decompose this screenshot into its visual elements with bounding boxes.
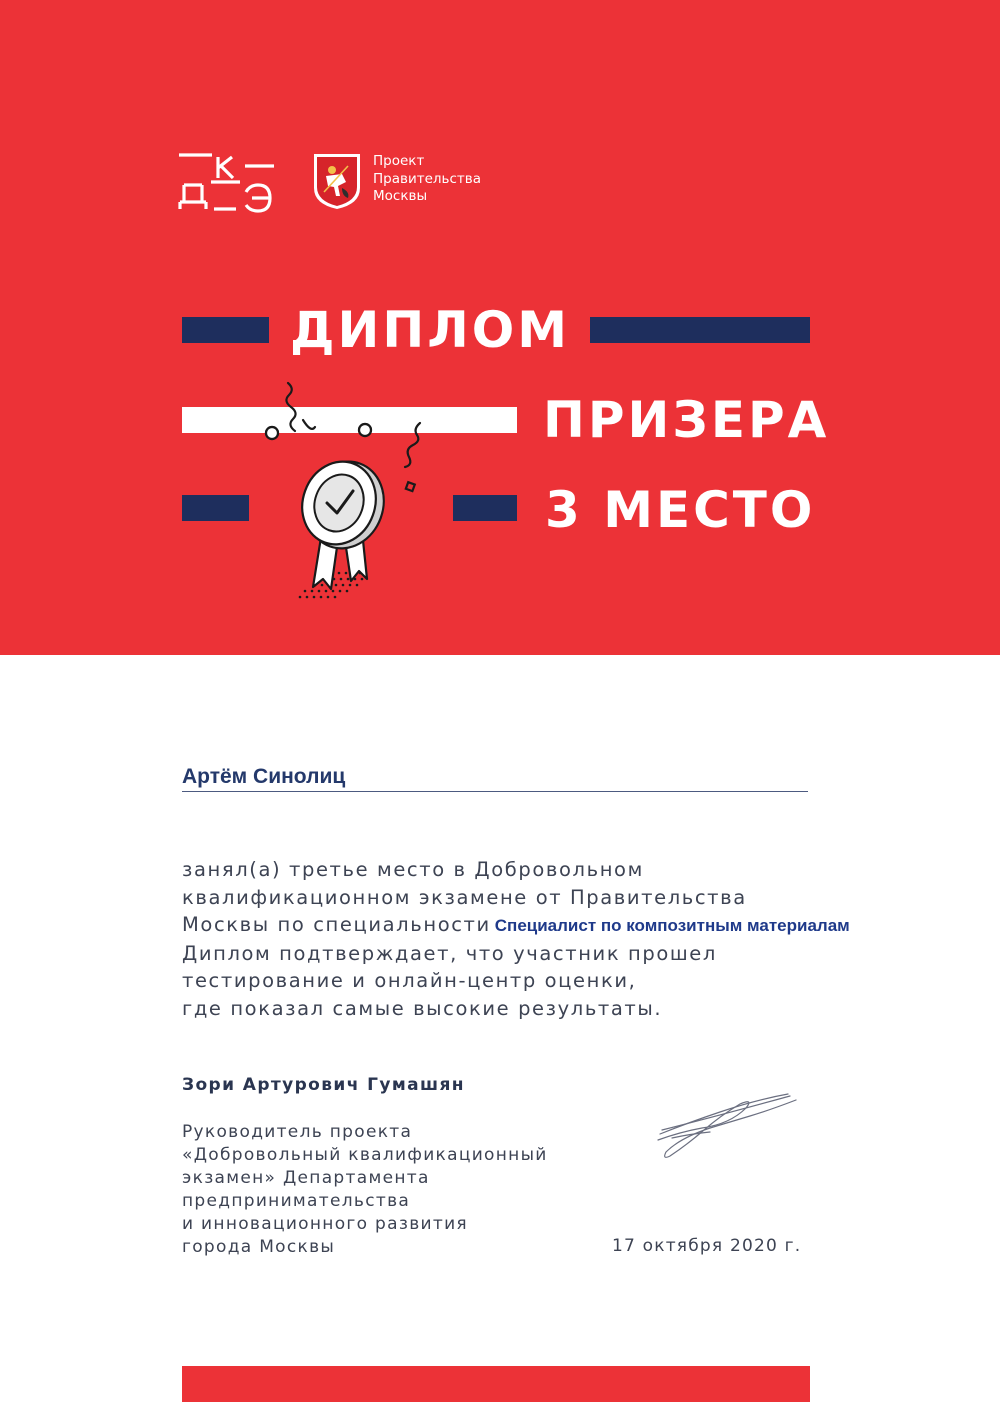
footer-bar (182, 1366, 810, 1402)
diploma-body (182, 856, 982, 1022)
signer-role-line: города Москвы (182, 1237, 336, 1257)
body-line-with-specialty (182, 911, 982, 940)
signer-role-line: и инновационного развития (182, 1214, 468, 1234)
decor-bar-left-bottom (182, 495, 249, 521)
moscow-emblem (312, 152, 362, 210)
signer-role-line: «Добровольный квалификационный (182, 1145, 548, 1165)
signer-role-line: предпринимательства (182, 1191, 411, 1211)
signer-role-line: экзамен» Департамента (182, 1168, 430, 1188)
decor-bar-right-bottom (453, 495, 517, 521)
dke-logo (178, 152, 278, 214)
title-diploma: ДИПЛОМ (290, 301, 571, 359)
signer-role (182, 1121, 548, 1259)
body-line: квалификационном экзамене от Правительства (182, 885, 747, 909)
project-line: Москвы (373, 188, 428, 204)
signer-role-line: Руководитель проекта (182, 1122, 413, 1142)
body-line: Москвы по специальности (182, 913, 491, 936)
decor-bar-left-top (182, 317, 269, 343)
project-line: Проект (373, 153, 425, 169)
body-line: тестирование и онлайн-центр оценки, (182, 969, 637, 992)
project-caption (373, 153, 481, 206)
body-line: где показал самые высокие результаты. (182, 996, 663, 1020)
medal-illustration (255, 375, 430, 610)
signer-name: Зори Артурович Гумашян (182, 1075, 465, 1095)
specialty-name: Специалист по композитным материалам (494, 916, 850, 935)
body-line: Диплом подтверждает, что участник прошел (182, 941, 717, 965)
handwritten-signature (650, 1082, 800, 1164)
title-prizer: ПРИЗЕРА (543, 391, 830, 449)
body-line: занял(а) третье место в Добровольном (182, 858, 644, 881)
recipient-name: Артём Синолиц (182, 764, 808, 792)
decor-bar-right-top (590, 317, 810, 343)
project-line: Правительства (373, 170, 481, 187)
title-place: 3 МЕСТО (545, 481, 816, 539)
issue-date: 17 октября 2020 г. (612, 1236, 802, 1256)
